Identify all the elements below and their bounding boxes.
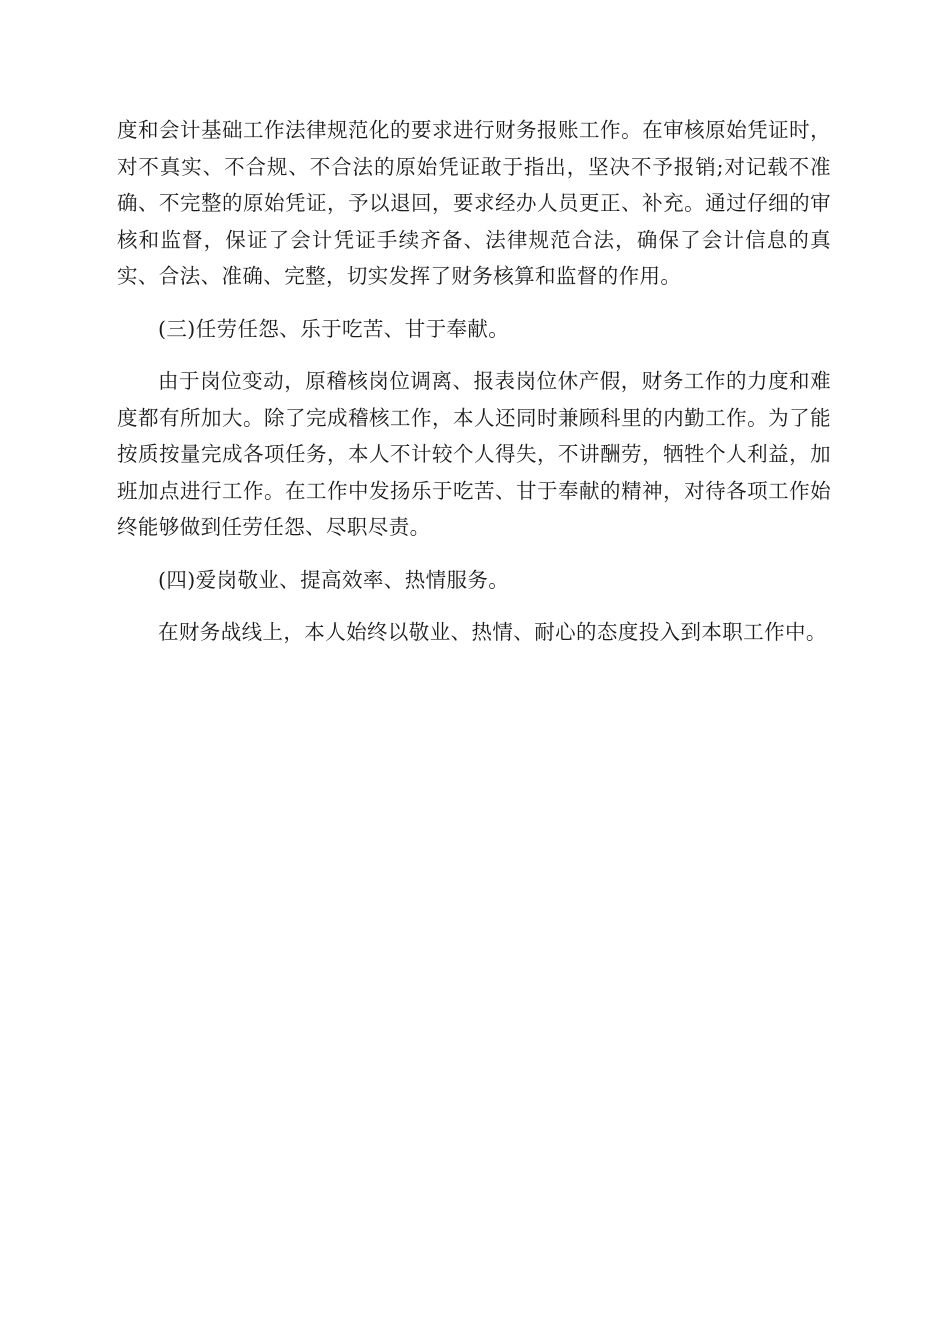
- document-body: [117, 112, 831, 667]
- section-heading-4: (四)爱岗敬业、提高效率、热情服务。: [158, 567, 510, 592]
- paragraph-body-4: 在财务战线上，本人始终以敬业、热情、耐心的态度投入到本职工作中。: [158, 620, 827, 644]
- paragraph-body-3: 由于岗位变动，原稽核岗位调离、报表岗位休产假，财务工作的力度和难度都有所加大。除了完成稽核工作，本人还同时兼顾科里的内勤工作。为了能按质按量完成各项任务，本人不计较个人得失，不讲酬劳，牺牲个人利益，加班加点进行工作。在工作中发扬乐于吃苦、甘于奉献的精神，对待各项工作始终能够做到任劳任怨、尽职尽责。: [117, 369, 831, 539]
- paragraph-continuation: 度和会计基础工作法律规范化的要求进行财务报账工作。在审核原始凭证时，对不真实、不合规、不合法的原始凭证敢于指出，坚决不予报销;对记载不准确、不完整的原始凭证，予以退回，要求经办人员更正、补充。通过仔细的审核和监督，保证了会计凭证手续齐备、法律规范合法，确保了会计信息的真实、合法、准确、完整，切实发挥了财务核算和监督的作用。: [117, 118, 831, 288]
- section-heading-3: (三)任劳任怨、乐于吃苦、甘于奉献。: [158, 316, 510, 341]
